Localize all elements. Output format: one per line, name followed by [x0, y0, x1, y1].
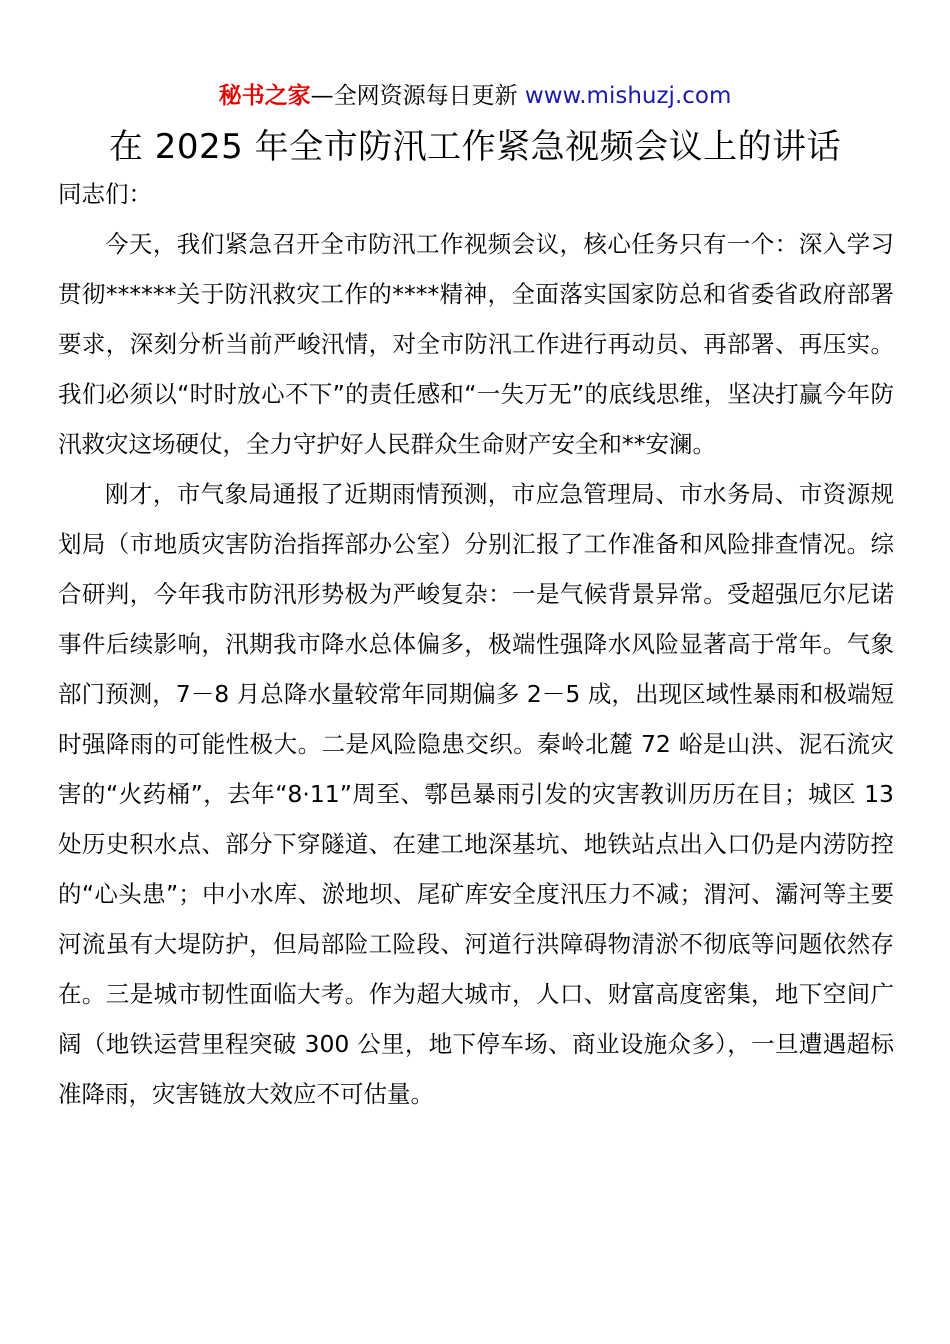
document-title: 在 2025 年全市防汛工作紧急视频会议上的讲话: [108, 127, 842, 167]
site-header: [0, 80, 950, 112]
paragraph-2: 刚才，市气象局通报了近期雨情预测，市应急管理局、市水务局、市资源规划局（市地质灾害防治指挥部办公室）分别汇报了工作准备和风险排查情况。综合研判，今年我市防汛形势极为严峻复杂：一是气候背景异常。受超强厄尔尼诺事件后续影响，汛期我市降水总体偏多，极端性强降水风险显著高于常年。气象部门预测，7－8 月总降水量较常年同期偏多 2－5 成，出现区域性暴雨和极端短时强降雨的可能性极大。二是风险隐患交织。秦岭北麓 72 峪是山洪、泥石流灾害的“火药桶”，去年“8·11”周至、鄠邑暴雨引发的灾害教训历历在目；城区 13 处历史积水点、部分下穿隧道、在建工地深基坑、地铁站点出入口仍是内涝防控的“心头患”；中小水库、淤地坝、尾矿库安全度汛压力不减；渭河、灞河等主要河流虽有大堤防护，但局部险工险段、河道行洪障碍物清淤不彻底等问题依然存在。三是城市韧性面临大考。作为超大城市，人口、财富高度密集，地下空间广阔（地铁运营里程突破 300 公里，地下停车场、商业设施众多），一旦遭遇超标准降雨，灾害链放大效应不可估量。: [58, 480, 894, 1108]
document-body: [58, 174, 894, 1119]
site-url-link[interactable]: www.mishuzj.com: [524, 83, 732, 109]
salutation: 同志们：: [58, 180, 152, 208]
paragraph-1: 今天，我们紧急召开全市防汛工作视频会议，核心任务只有一个：深入学习贯彻******关于防汛救灾工作的****精神，全面落实国家防总和省委省政府部署要求，深刻分析当前严峻汛情，对全市防汛工作进行再动员、再部署、再压实。我们必须以“时时放心不下”的责任感和“一失万无”的底线思维，坚决打赢今年防汛救灾这场硬仗，全力守护好人民群众生命财产安全和**安澜。: [58, 230, 894, 458]
header-tagline: —全网资源每日更新: [310, 83, 525, 109]
brand-name: 秘书之家: [218, 83, 311, 109]
